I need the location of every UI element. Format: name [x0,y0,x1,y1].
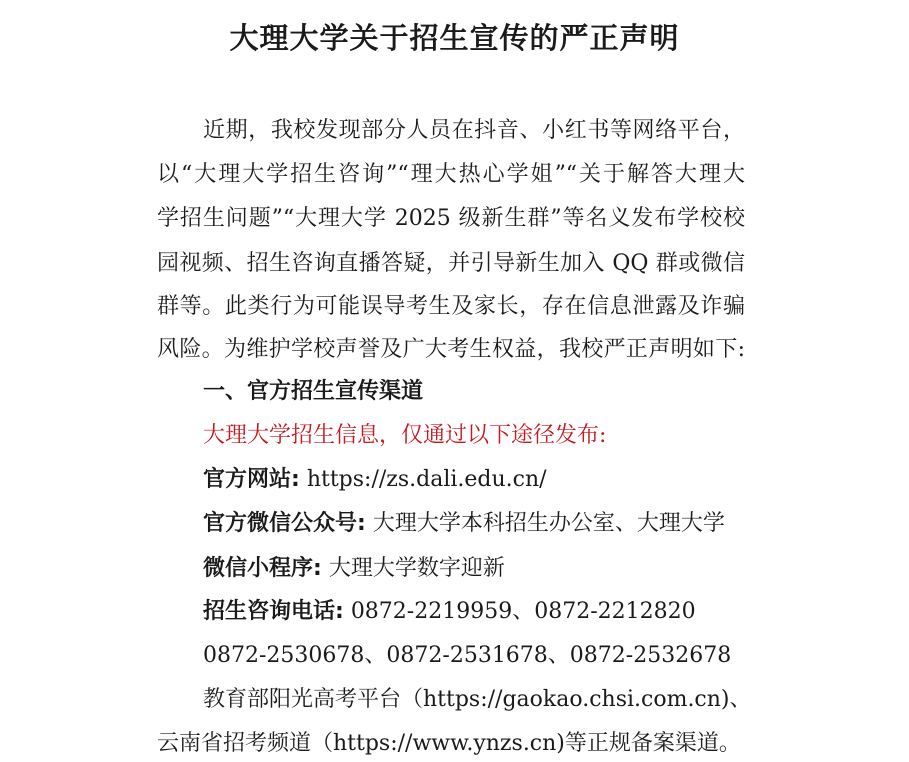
intro-line: 园视频、招生咨询直播答疑，并引导新生加入 QQ 群或微信 [157,251,745,276]
wechat-row [203,509,725,539]
intro-line: 群等。此类行为可能误导考生及家长，存在信息泄露及诈骗 [157,294,745,319]
other-channels-line: 教育部阳光高考平台（https://gaokao.chsi.com.cn)、 [203,687,752,712]
miniprogram-label: 微信小程序: [203,556,322,581]
website-row [203,465,547,495]
intro-line: 学招生问题”“大理大学 2025 级新生群”等名义发布学校校 [157,206,745,231]
other-channels-line: 云南省招考频道（https://www.ynzs.cn)等正规备案渠道。 [157,731,741,756]
phone-numbers-continued: 0872-2530678、0872-2531678、0872-2532678 [203,643,732,668]
wechat-value: 大理大学本科招生办公室、大理大学 [372,511,725,536]
intro-line: 风险。为维护学校声誉及广大考生权益，我校严正声明如下: [157,337,745,362]
phone-numbers: 0872-2219959、0872-2212820 [350,599,696,624]
website-label: 官方网站: [203,467,300,492]
phone-row [203,597,696,627]
website-link: https://zs.dali.edu.cn/ [306,467,547,492]
miniprogram-row [203,554,505,584]
red-notice: 大理大学招生信息，仅通过以下途径发布: [203,423,607,448]
document-title: 大理大学关于招生宣传的严正声明 [229,21,680,55]
intro-line: 近期，我校发现部分人员在抖音、小红书等网络平台， [203,118,745,143]
section-heading: 一、官方招生宣传渠道 [203,379,424,404]
phone-label: 招生咨询电话: [203,599,344,624]
intro-line: 以“大理大学招生咨询”“理大热心学姐”“关于解答大理大 [157,162,745,187]
wechat-label: 官方微信公众号: [203,511,366,536]
miniprogram-value: 大理大学数字迎新 [328,556,505,581]
